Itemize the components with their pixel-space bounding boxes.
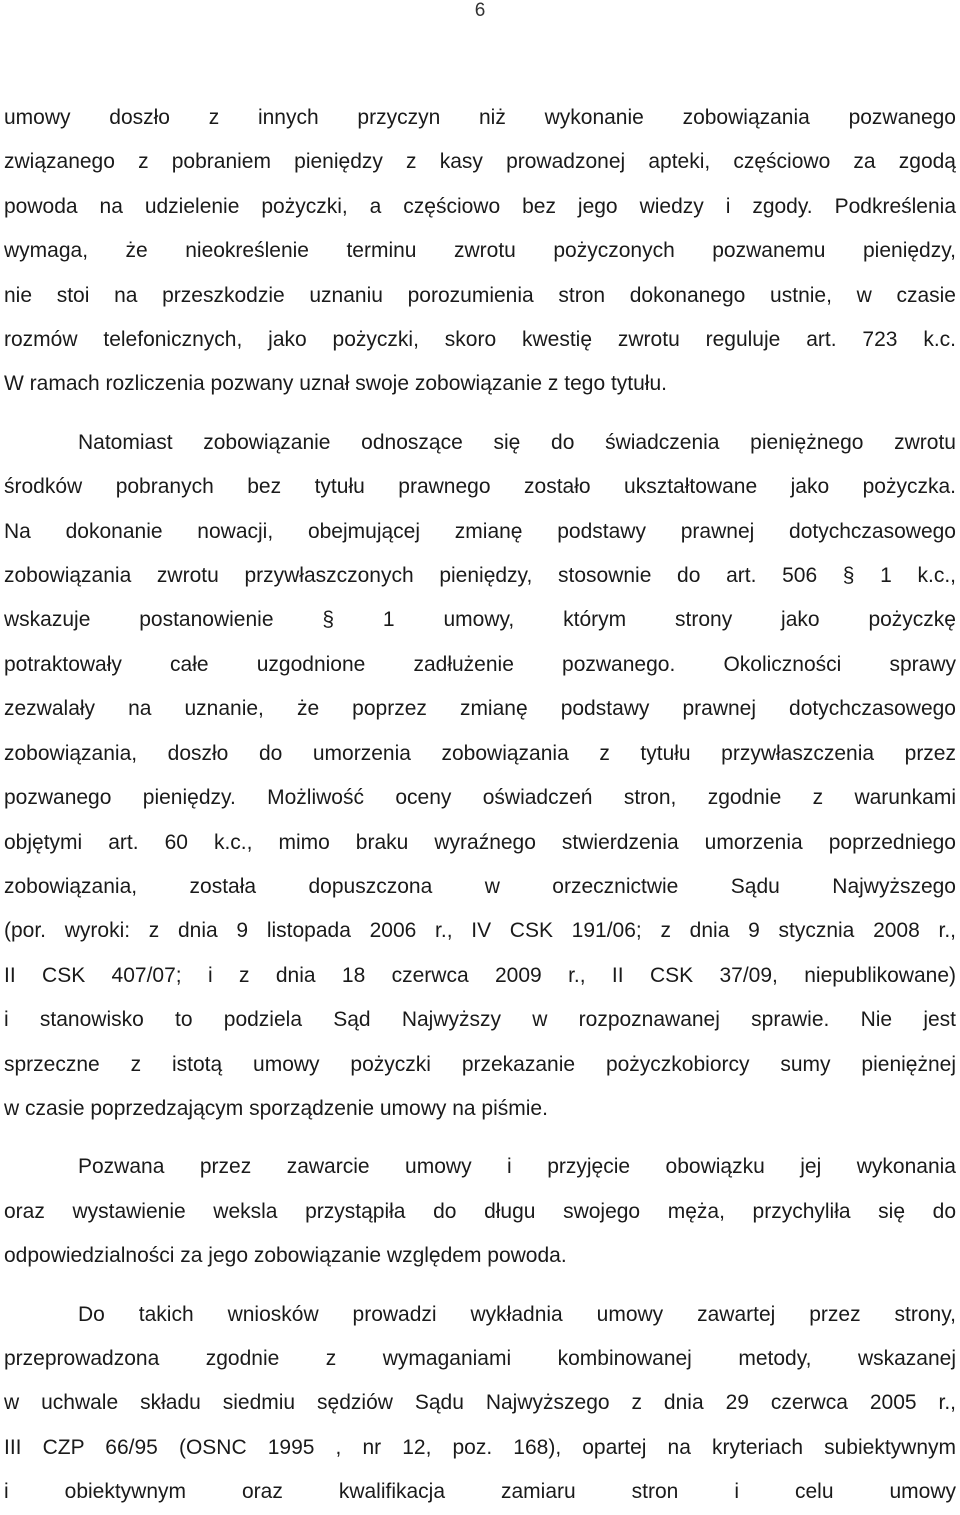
paragraph-1 [4,96,956,407]
text-line: III CZP 66/95 (OSNC 1995 , nr 12, poz. 168), opartej na kryteriach subiektywnym [4,1435,956,1459]
text-line: zezwalały na uznanie, że poprzez zmianę podstawy prawnej dotychczasowego [4,697,956,721]
text-line: odpowiedzialności za jego zobowiązanie względem powoda. [4,1244,567,1268]
text-line: związanego z pobraniem pieniędzy z kasy prowadzonej apteki, częściowo za zgodą [4,150,956,174]
text-line: sprzeczne z istotą umowy pożyczki przekazanie pożyczkobiorcy sumy pieniężnej [4,1052,956,1076]
paragraph-4 [4,1293,956,1515]
text-line: wskazuje postanowienie § 1 umowy, którym strony jako pożyczkę [4,608,956,632]
text-line: i obiektywnym oraz kwalifikacja zamiaru stron i celu umowy [4,1480,956,1504]
text-line: oraz wystawienie weksla przystąpiła do długu swojego męża, przychyliła się do [4,1199,956,1223]
text-line: umowy doszło z innych przyczyn niż wykonanie zobowiązania pozwanego [4,106,956,129]
paragraph-2 [4,421,956,1132]
text-line: II CSK 407/07; i z dnia 18 czerwca 2009 r., II CSK 37/09, niepublikowane) [4,963,956,987]
text-line: i stanowisko to podziela Sąd Najwyższy w rozpoznawanej sprawie. Nie jest [4,1008,956,1032]
text-line: powoda na udzielenie pożyczki, a częściowo bez jego wiedzy i zgody. Podkreślenia [4,194,956,218]
text-line: Natomiast zobowiązanie odnoszące się do świadczenia pieniężnego zwrotu [78,430,956,454]
paragraph-3 [4,1145,956,1278]
document-body [4,96,956,1515]
text-line: zobowiązania, została dopuszczona w orzecznictwie Sądu Najwyższego [4,874,956,898]
text-line: (por. wyroki: z dnia 9 listopada 2006 r., IV CSK 191/06; z dnia 9 stycznia 2008 r., [4,919,956,943]
text-line: W ramach rozliczenia pozwany uznał swoje zobowiązanie z tego tytułu. [4,372,667,396]
text-line: przeprowadzona zgodnie z wymaganiami kombinowanej metody, wskazanej [4,1346,956,1370]
text-line: w czasie poprzedzającym sporządzenie umowy na piśmie. [4,1096,548,1120]
text-line: Pozwana przez zawarcie umowy i przyjęcie obowiązku jej wykonania [78,1155,956,1179]
text-line: Na dokonanie nowacji, obejmującej zmianę podstawy prawnej dotychczasowego [4,519,956,543]
text-line: wymaga, że nieokreślenie terminu zwrotu pożyczonych pozwanemu pieniędzy, [4,239,956,263]
text-line: zobowiązania, doszło do umorzenia zobowiązania z tytułu przywłaszczenia przez [4,741,956,765]
text-line: objętymi art. 60 k.c., mimo braku wyraźnego stwierdzenia umorzenia poprzedniego [4,830,956,854]
page-number: 6 [474,0,486,21]
text-line: pozwanego pieniędzy. Możliwość oceny oświadczeń stron, zgodnie z warunkami [4,786,956,810]
text-line: nie stoi na przeszkodzie uznaniu porozumienia stron dokonanego ustnie, w czasie [4,283,956,307]
text-line: zobowiązania zwrotu przywłaszczonych pieniędzy, stosownie do art. 506 § 1 k.c., [4,564,956,588]
text-line: potraktowały całe uzgodnione zadłużenie pozwanego. Okoliczności sprawy [4,652,956,676]
text-line: środków pobranych bez tytułu prawnego zostało ukształtowane jako pożyczka. [4,475,956,499]
text-line: Do takich wniosków prowadzi wykładnia umowy zawartej przez strony, [78,1302,956,1326]
text-line: rozmów telefonicznych, jako pożyczki, skoro kwestię zwrotu reguluje art. 723 k.c. [4,328,956,352]
text-line: w uchwale składu siedmiu sędziów Sądu Najwyższego z dnia 29 czerwca 2005 r., [4,1391,956,1415]
